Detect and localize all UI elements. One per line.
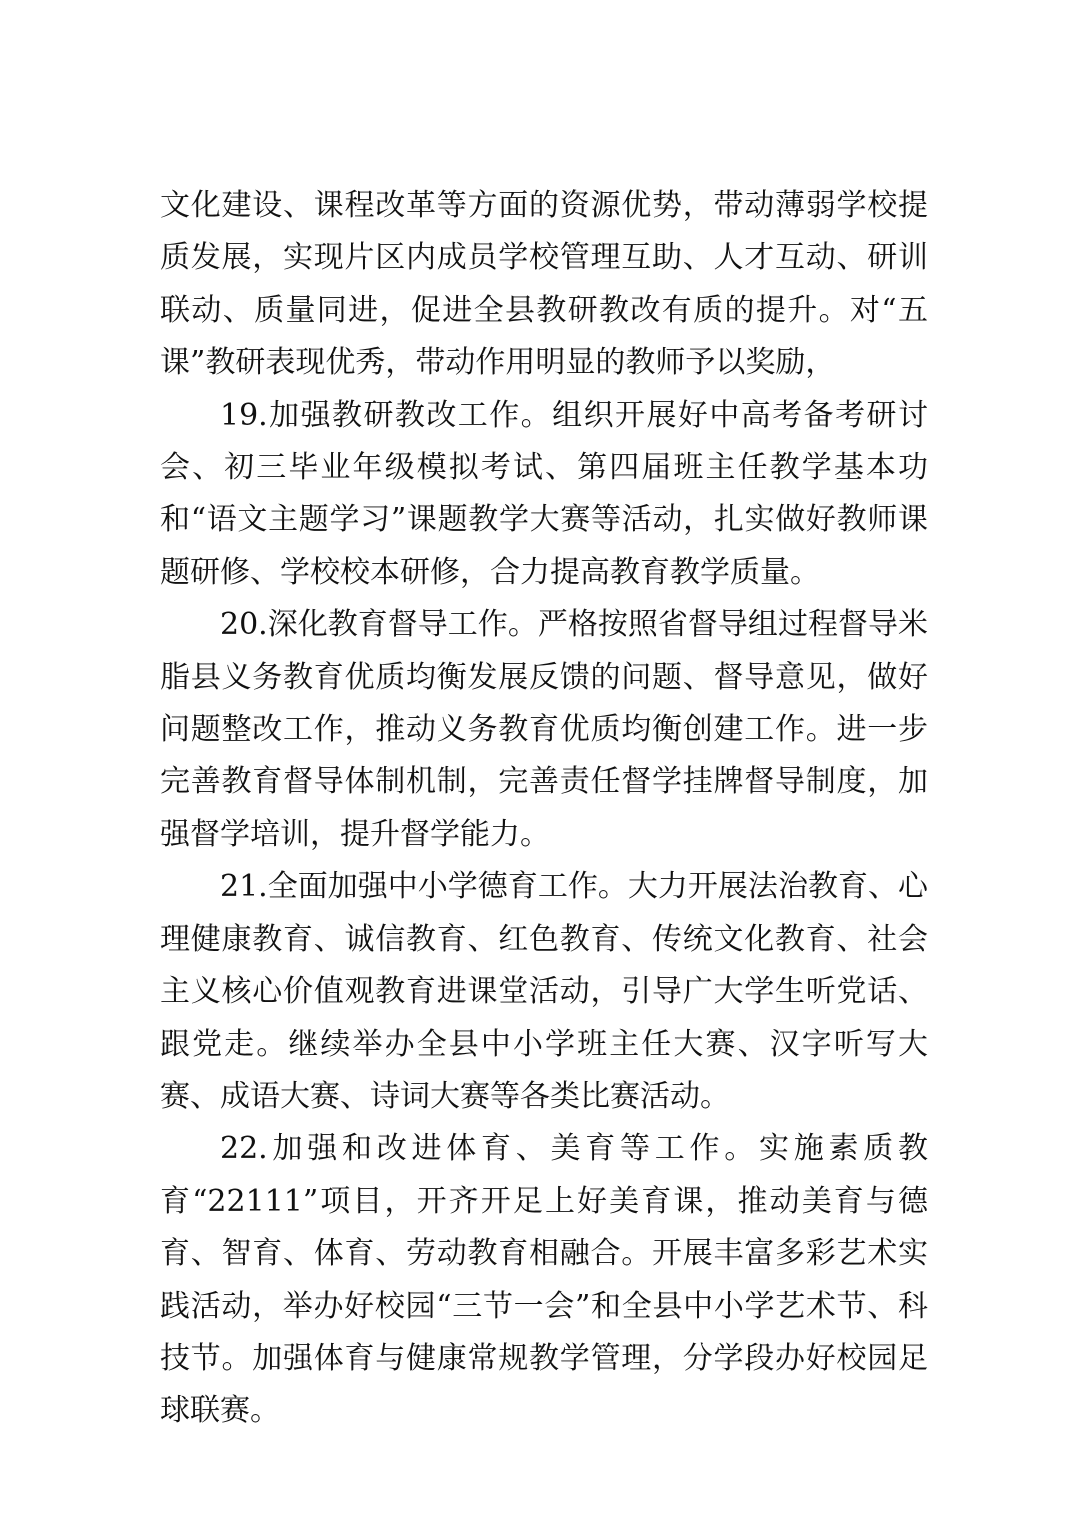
document-body bbox=[160, 180, 928, 1438]
paragraph-item-22: 22.加强和改进体育、美育等工作。实施素质教育“22111”项目，开齐开足上好美育课，推动美育与德育、智育、体育、劳动教育相融合。开展丰富多彩艺术实践活动，举办好校园“三节一会”和全县中小学艺术节、科技节。加强体育与健康常规教学管理，分学段办好校园足球联赛。 bbox=[160, 1131, 928, 1429]
paragraph-item-19: 19.加强教研教改工作。组织开展好中高考备考研讨会、初三毕业年级模拟考试、第四届班主任教学基本功和“语文主题学习”课题教学大赛等活动，扎实做好教师课题研修、学校校本研修，合力提高教育教学质量。 bbox=[160, 397, 928, 590]
paragraph-item-20: 20.深化教育督导工作。严格按照省督导组过程督导米脂县义务教育优质均衡发展反馈的问题、督导意见，做好问题整改工作，推动义务教育优质均衡创建工作。进一步完善教育督导体制机制，完善责任督学挂牌督导制度，加强督学培训，提升督学能力。 bbox=[160, 607, 928, 852]
paragraph-item-21: 21.全面加强中小学德育工作。大力开展法治教育、心理健康教育、诚信教育、红色教育、传统文化教育、社会主义核心价值观教育进课堂活动，引导广大学生听党话、跟党走。继续举办全县中小学班主任大赛、汉字听写大赛、成语大赛、诗词大赛等各类比赛活动。 bbox=[160, 869, 928, 1114]
paragraph-continuation: 文化建设、课程改革等方面的资源优势，带动薄弱学校提质发展，实现片区内成员学校管理互助、人才互动、研训联动、质量同进，促进全县教研教改有质的提升。对“五课”教研表现优秀，带动作用明显的教师予以奖励， bbox=[160, 188, 928, 381]
